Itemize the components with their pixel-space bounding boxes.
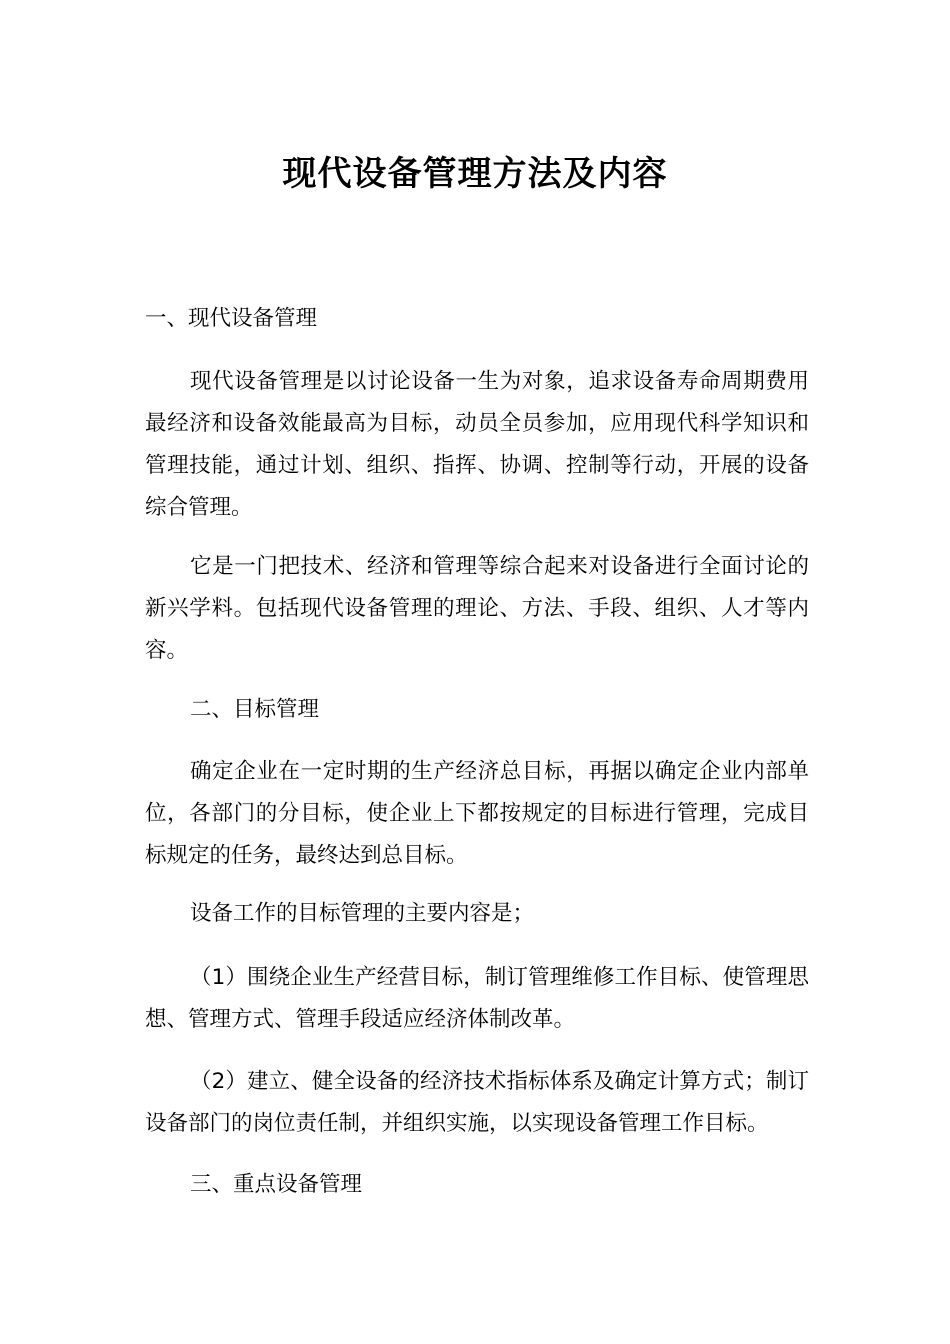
paragraph-3: 确定企业在一定时期的生产经济总目标，再据以确定企业内部单位，各部门的分目标，使企业上下都按规定的目标进行管理，完成目标规定的任务，最终达到总目标。	[145, 759, 809, 868]
list-item-1: （1）围绕企业生产经营目标，制订管理维修工作目标、使管理思想、管理方式、管理手段适应经济体制改革。	[145, 965, 809, 1032]
section-heading-3: 三、重点设备管理	[190, 1172, 363, 1197]
list-item-2: （2）建立、健全设备的经济技术指标体系及确定计算方式；制订设备部门的岗位责任制，并组织实施，以实现设备管理工作目标。	[145, 1069, 809, 1136]
paragraph-1: 现代设备管理是以讨论设备一生为对象，追求设备寿命周期费用最经济和设备效能最高为目标，动员全员参加，应用现代科学知识和管理技能，通过计划、组织、指挥、协调、控制等行动，开展的设备综合管理。	[145, 369, 809, 520]
paragraph-2: 它是一门把技术、经济和管理等综合起来对设备进行全面讨论的新兴学料。包括现代设备管理的理论、方法、手段、组织、人才等内容。	[145, 554, 809, 663]
document-title: 现代设备管理方法及内容	[282, 153, 668, 194]
paragraph-4: 设备工作的目标管理的主要内容是；	[190, 901, 535, 926]
section-heading-1: 一、现代设备管理	[145, 306, 318, 331]
section-heading-2: 二、目标管理	[190, 697, 320, 722]
